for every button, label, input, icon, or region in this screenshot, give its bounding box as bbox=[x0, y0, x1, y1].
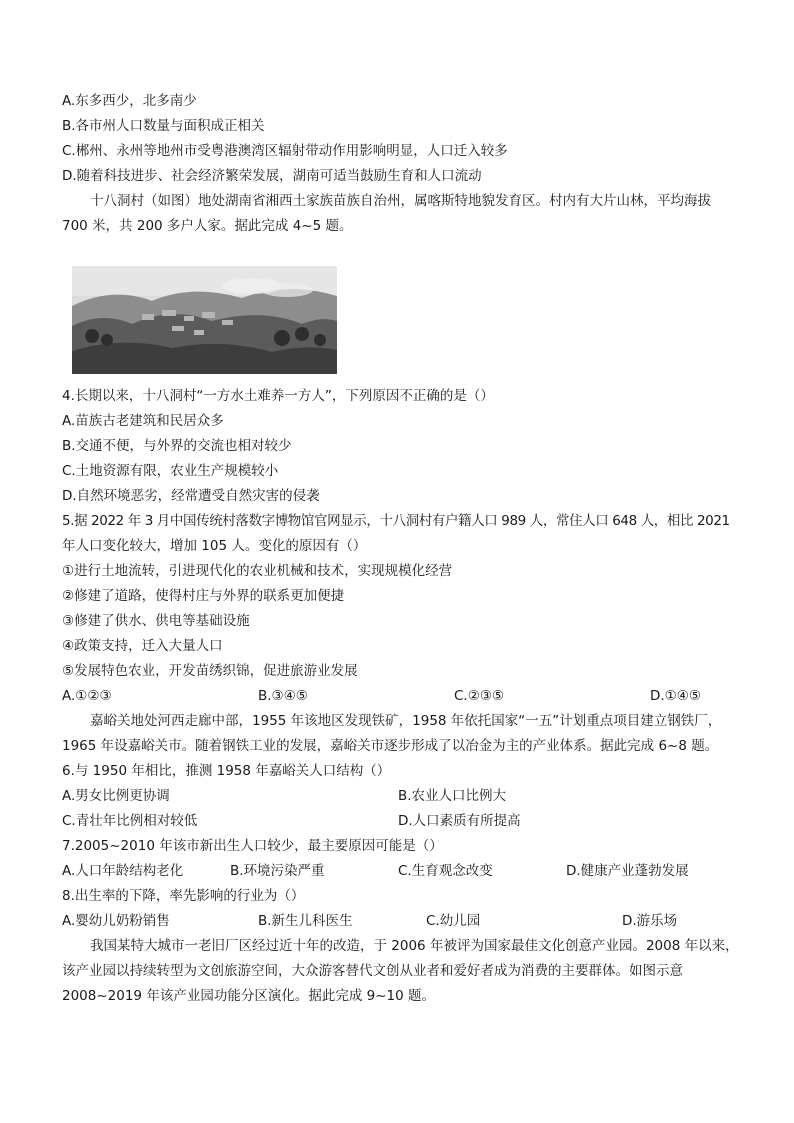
passage-4-5-line2: 700 米，共 200 多户人家。据此完成 4~5 题。 bbox=[62, 218, 353, 234]
q8-option-c: C.幼儿园 bbox=[426, 913, 481, 929]
q7-option-a: A.人口年龄结构老化 bbox=[62, 863, 184, 879]
q7-option-d: D.健康产业蓬勃发展 bbox=[566, 863, 689, 879]
q3-option-c: C.郴州、永州等地州市受粤港澳湾区辐射带动作用影响明显，人口迁入较多 bbox=[62, 143, 508, 159]
passage-9-10-line2: 该产业园以持续转型为文创旅游空间，大众游客替代文创从业者和爱好者成为消费的主要群体。如图示意 bbox=[62, 963, 683, 979]
q5-item-1: ①进行土地流转，引进现代化的农业机械和技术，实现规模化经营 bbox=[62, 563, 453, 579]
village-photo bbox=[72, 266, 337, 374]
q6-option-b: B.农业人口比例大 bbox=[398, 788, 507, 804]
q4-option-d: D.自然环境恶劣，经常遭受自然灾害的侵袭 bbox=[62, 488, 320, 504]
q4-option-b: B.交通不便，与外界的交流也相对较少 bbox=[62, 438, 292, 454]
q8-option-b: B.新生儿科医生 bbox=[258, 913, 353, 929]
q7-stem: 7.2005~2010 年该市新出生人口较少，最主要原因可能是（） bbox=[62, 838, 443, 854]
passage-6-8-line1: 嘉峪关地处河西走廊中部，1955 年该地区发现铁矿，1958 年依托国家“一五”计划重点项目建立钢铁厂， bbox=[90, 713, 722, 729]
q4-option-a: A.苗族古老建筑和民居众多 bbox=[62, 413, 224, 429]
q6-option-c: C.青壮年比例相对较低 bbox=[62, 813, 198, 829]
q5-item-2: ②修建了道路，使得村庄与外界的联系更加便捷 bbox=[62, 588, 345, 604]
q4-stem: 4.长期以来，十八洞村“一方水土难养一方人”，下列原因不正确的是（） bbox=[62, 388, 494, 404]
q3-option-d: D.随着科技进步、社会经济繁荣发展，湖南可适当鼓励生育和人口流动 bbox=[62, 168, 482, 184]
q5-option-b: B.③④⑤ bbox=[258, 688, 308, 704]
passage-6-8-line2: 1965 年设嘉峪关市。随着钢铁工业的发展，嘉峪关市逐步形成了以冶金为主的产业体系。据此完成 6~8 题。 bbox=[62, 738, 719, 754]
q8-stem: 8.出生率的下降，率先影响的行业为（） bbox=[62, 888, 305, 904]
q8-option-d: D.游乐场 bbox=[622, 913, 678, 929]
q6-stem: 6.与 1950 年相比，推测 1958 年嘉峪关人口结构（） bbox=[62, 763, 391, 779]
q3-option-b: B.各市州人口数量与面积成正相关 bbox=[62, 118, 265, 134]
q5-stem-line2: 年人口变化较大，增加 105 人。变化的原因有（） bbox=[62, 538, 367, 554]
q3-option-a: A.东多西少，北多南少 bbox=[62, 93, 197, 109]
q5-item-4: ④政策支持，迁入大量人口 bbox=[62, 638, 223, 654]
q6-option-d: D.人口素质有所提高 bbox=[398, 813, 521, 829]
q5-stem-line1: 5.据 2022 年 3 月中国传统村落数字博物馆官网显示，十八洞村有户籍人口 989 人，常住人口 648 人，相比 2021 bbox=[62, 513, 730, 529]
q6-option-a: A.男女比例更协调 bbox=[62, 788, 170, 804]
q8-option-a: A.婴幼儿奶粉销售 bbox=[62, 913, 170, 929]
q5-option-d: D.①④⑤ bbox=[650, 688, 701, 704]
passage-4-5-line1: 十八洞村（如图）地处湖南省湘西土家族苗族自治州，属喀斯特地貌发育区。村内有大片山林，平均海拔 bbox=[90, 193, 711, 209]
q5-option-c: C.②③⑤ bbox=[454, 688, 505, 704]
q7-option-c: C.生育观念改变 bbox=[398, 863, 493, 879]
passage-9-10-line3: 2008~2019 年该产业园功能分区演化。据此完成 9~10 题。 bbox=[62, 988, 435, 1004]
village-landscape-illustration bbox=[72, 266, 337, 374]
q4-option-c: C.土地资源有限，农业生产规模较小 bbox=[62, 463, 279, 479]
passage-9-10-line1: 我国某特大城市一老旧厂区经过近十年的改造，于 2006 年被评为国家最佳文化创意产业园。2008 年以来， bbox=[90, 938, 739, 954]
q5-item-5: ⑤发展特色农业，开发苗绣织锦，促进旅游业发展 bbox=[62, 663, 358, 679]
q7-option-b: B.环境污染严重 bbox=[230, 863, 325, 879]
q5-option-a: A.①②③ bbox=[62, 688, 112, 704]
q5-item-3: ③修建了供水、供电等基础设施 bbox=[62, 613, 250, 629]
